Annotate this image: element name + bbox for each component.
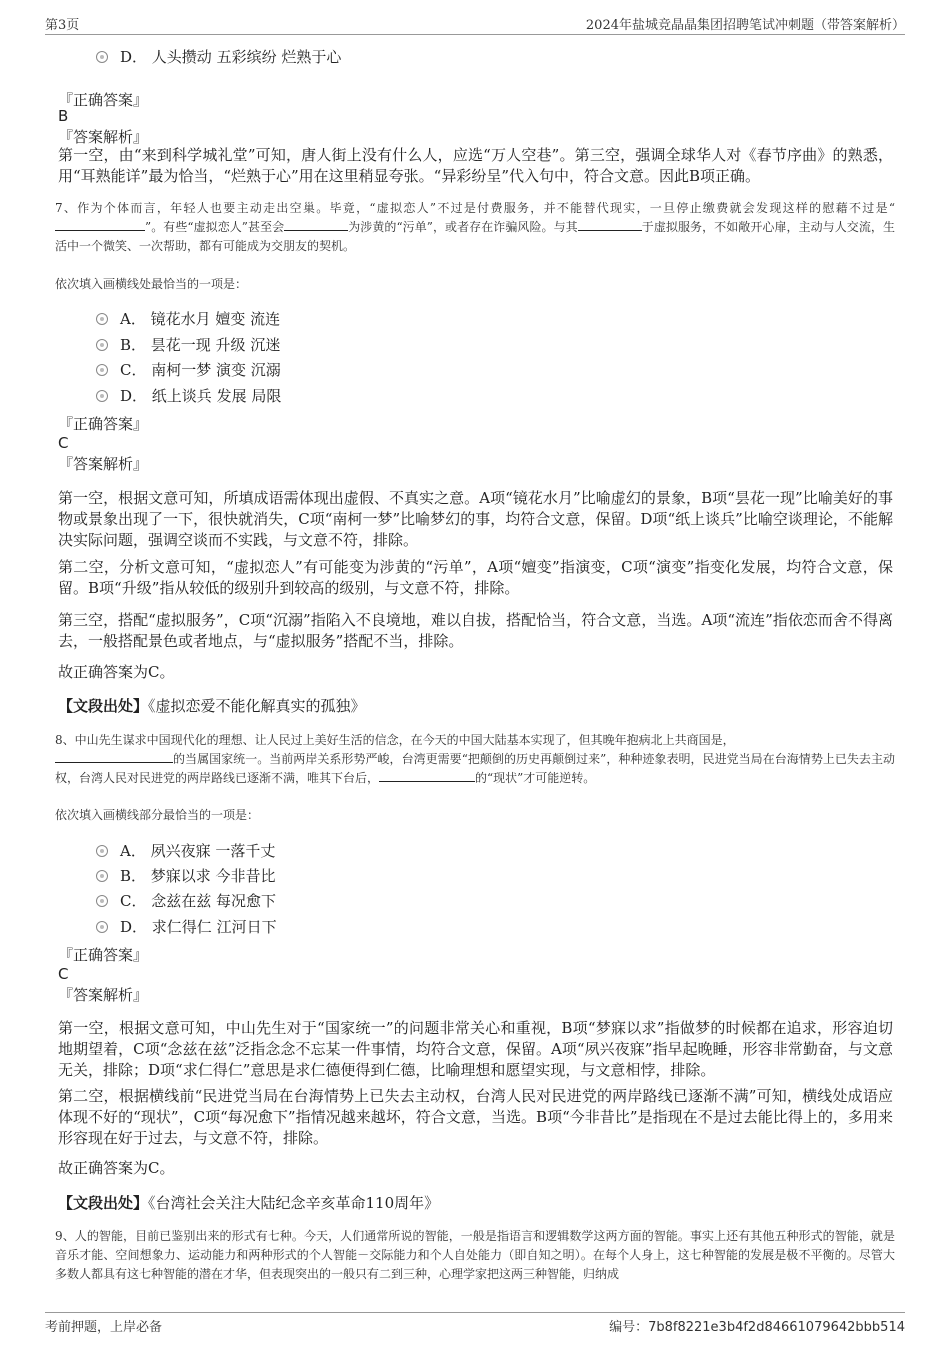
radio-icon[interactable] (96, 895, 108, 907)
radio-icon[interactable] (96, 313, 108, 325)
blank-line (55, 750, 173, 763)
q8-analysis-p1: 第一空，根据文意可知，中山先生对于“国家统一”的问题非常关心和重视，B项“梦寐以求”指做梦的时候都在追求，形容迫切地期望着，C项“念兹在兹”泛指念念不忘某一件事情，均符合文意，保留。A项“夙兴夜寐”指早起晚睡，形容非常勤奋，与文意无关，排除；D项“求仁得仁”意思是求仁德便得到仁德，比喻理想和愿望实现，与文意相悖，排除。 (58, 1019, 893, 1079)
q7-prompt: 依次填入画横线处最恰当的一项是： (55, 277, 248, 291)
page-header (45, 14, 905, 35)
radio-icon[interactable] (96, 51, 108, 63)
q7-analysis-p2: 第二空，分析文意可知，“虚拟恋人”有可能变为涉黄的“污单”，A项“嬗变”指演变，C项“演变”指变化发展，均符合文意，保留。B项“升级”指从较低的级别升到较高的级别，与文意不符，排除。 (58, 558, 893, 597)
q8-stem: 8、中山先生谋求中国现代化的理想、让人民过上美好生活的信念，在今天的中国大陆基本实现了，但其晚年抱病北上共商国是， 的当属国家统一。当前两岸关系形势严峻，台湾更需要“把颠倒的历史再颠倒过来”，种种迹象表明，民进党当局在台海情势上已失去主动权，台湾人民对民进党的两岸路线已逐渐不满，唯其下台后， 的“现状”才可能逆转。 (55, 733, 895, 785)
q8-option-a[interactable]: A． 夙兴夜寐 一落千丈 (96, 840, 275, 862)
q7-answer-label: 『正确答案』 (58, 415, 149, 433)
q7-conclusion: 故正确答案为C。 (58, 663, 175, 681)
footer-slogan: 考前押题，上岸必备 (45, 1320, 163, 1335)
q7-stem: 7、作为个体而言，年轻人也要主动走出空巢。毕竟，“虚拟恋人”不过是付费服务，并不能替代现实，一旦停止缴费就会发现这样的慰藉不过是“”。有些“虚拟恋人”甚至会 为涉黄的“污单”，或者存在诈骗风险。与其 于虚拟服务，不如敞开心扉，主动与人交流，生活中一个微笑、一次帮助，都有可能成为交朋友的契机。 (55, 201, 895, 253)
q6-analysis: 第一空，由“来到科学城礼堂”可知，唐人街上没有什么人，应选“万人空巷”。第三空，强调全球华人对《春节序曲》的熟悉，用“耳熟能详”最为恰当，“烂熟于心”用在这里稍显夸张。“异彩纷呈”代入句中，符合文意。因此B项正确。 (58, 146, 893, 185)
q8-answer: C (58, 965, 69, 983)
document-title: 2024年盐城竞晶晶集团招聘笔试冲刺题（带答案解析） (585, 18, 905, 33)
q7-analysis-p3: 第三空，搭配“虚拟服务”，C项“沉溺”指陷入不良境地，难以自拔，搭配恰当，符合文意，当选。A项“流连”指依恋而舍不得离去，一般搭配景色或者地点，与“虚拟服务”搭配不当，排除。 (58, 611, 893, 650)
q7-option-b[interactable]: B． 昙花一现 升级 沉迷 (96, 334, 280, 356)
q7-analysis-label: 『答案解析』 (58, 455, 149, 473)
q6-answer-label: 『正确答案』 (58, 91, 149, 109)
q8-option-c[interactable]: C． 念兹在兹 每况愈下 (96, 890, 276, 912)
radio-icon[interactable] (96, 870, 108, 882)
q7-option-a[interactable]: A． 镜花水月 嬗变 流连 (96, 308, 280, 330)
q7-answer: C (58, 434, 69, 452)
q8-analysis-label: 『答案解析』 (58, 986, 149, 1004)
q7-option-c[interactable]: C． 南柯一梦 演变 沉溺 (96, 359, 281, 381)
q8-conclusion: 故正确答案为C。 (58, 1159, 175, 1177)
radio-icon[interactable] (96, 339, 108, 351)
blank-line (379, 769, 475, 782)
q8-analysis-p2: 第二空，根据横线前“民进党当局在台海情势上已失去主动权，台湾人民对民进党的两岸路线已逐渐不满”可知，横线处成语应体现不好的“现状”，C项“每况愈下”指情况越来越坏，符合文意，当选。B项“今非昔比”是指现在不是过去能比得上的，多用来形容现在好于过去，与文意不符，排除。 (58, 1087, 893, 1147)
q8-option-d[interactable]: D． 求仁得仁 江河日下 (96, 916, 277, 938)
radio-icon[interactable] (96, 921, 108, 933)
radio-icon[interactable] (96, 845, 108, 857)
q6-answer: B (58, 107, 69, 125)
blank-line (578, 218, 642, 231)
q8-option-b[interactable]: B． 梦寐以求 今非昔比 (96, 865, 276, 887)
q7-analysis-p1: 第一空，根据文意可知，所填成语需体现出虚假、不真实之意。A项“镜花水月”比喻虚幻的景象，B项“昙花一现”比喻美好的事物或景象出现了一下，很快就消失，C项“南柯一梦”比喻梦幻的事，均符合文意，保留。D项“纸上谈兵”比喻空谈理论，不能解决实际问题，强调空谈而不实践，与文意不符，排除。 (58, 489, 893, 549)
q8-answer-label: 『正确答案』 (58, 946, 149, 964)
q7-source: 【文段出处】《虚拟恋爱不能化解真实的孤独》 (58, 697, 366, 715)
footer-code: 编号：7b8f8221e3b4f2d84661079642bbb514 (609, 1320, 905, 1335)
q8-prompt: 依次填入画横线部分最恰当的一项是： (55, 808, 260, 822)
q8-source: 【文段出处】《台湾社会关注大陆纪念辛亥革命110周年》 (58, 1194, 440, 1212)
page-number: 第3页 (45, 18, 80, 33)
q9-stem: 9、人的智能，目前已鉴别出来的形式有七种。今天，人们通常所说的智能，一般是指语言和逻辑数学这两方面的智能。事实上还有其他五种形式的智能，就是音乐才能、空间想象力、运动能力和两种形式的个人智能－交际能力和个人自处能力（即自知之明）。在每个人身上，这七种智能的发展是极不平衡的。尽管大多数人都具有这七种智能的潜在才华，但表现突出的一般只有二到三种，心理学家把这两三种智能，归纳成 (55, 1229, 895, 1281)
blank-line (284, 218, 348, 231)
radio-icon[interactable] (96, 364, 108, 376)
blank-line (55, 218, 145, 231)
page-footer (45, 1312, 905, 1335)
q7-option-d[interactable]: D． 纸上谈兵 发展 局限 (96, 385, 281, 407)
q6-option-d[interactable]: D． 人头攒动 五彩缤纷 烂熟于心 (96, 46, 341, 68)
radio-icon[interactable] (96, 390, 108, 402)
q6-analysis-label: 『答案解析』 (58, 128, 149, 146)
